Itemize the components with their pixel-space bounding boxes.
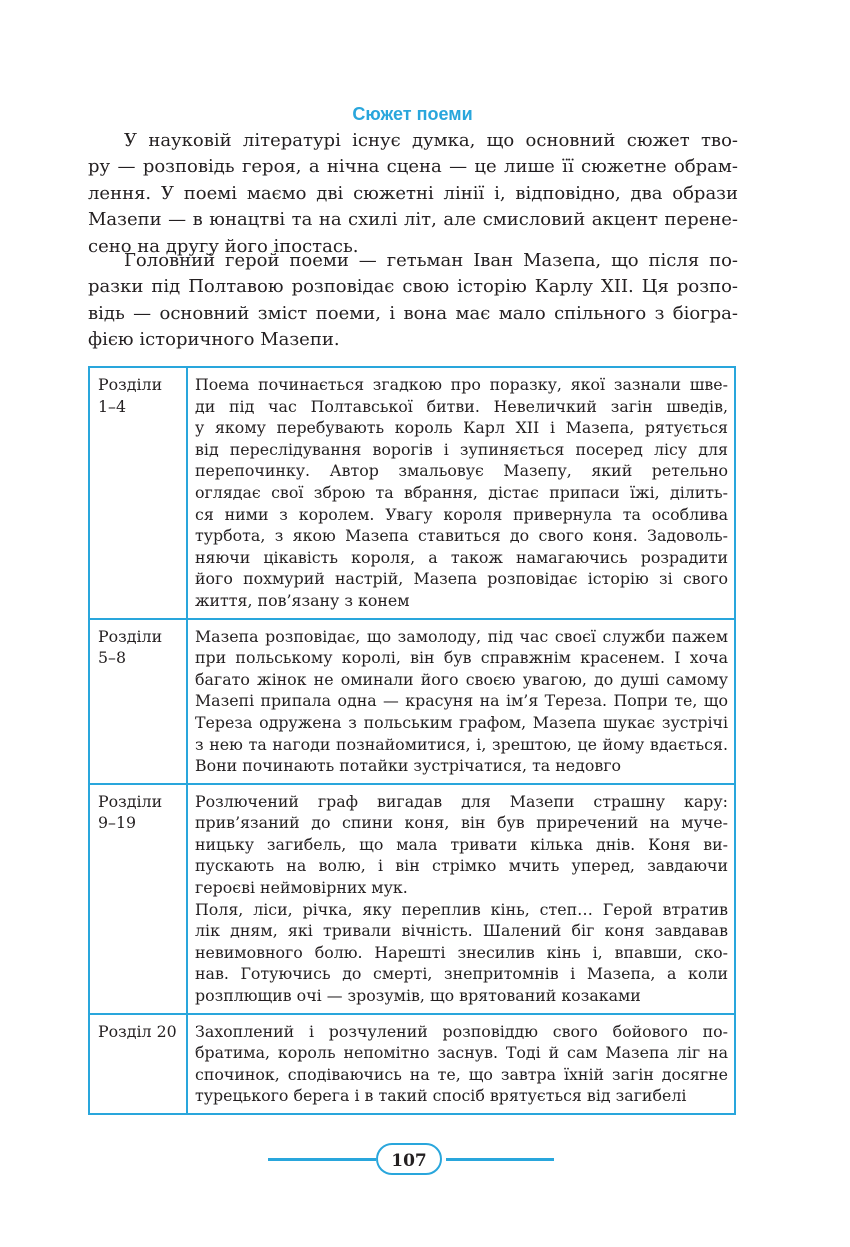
summary-line: оглядає свої зброю та вбрання, дістає припаси їжі, ділить- (195, 482, 728, 502)
plot-table (88, 366, 736, 1115)
summary-cell (187, 367, 735, 619)
summary-line: ди під час Полтавської битви. Невеличкий загін шведів, (195, 396, 728, 416)
chapter-cell (89, 619, 187, 784)
summary-line: життя, пов’язану з конем (195, 590, 410, 610)
summary-line: у якому перебувають король Карл XII і Мазепа, рятується (195, 418, 728, 438)
summary-line: спочинок, сподіваючись на те, що завтра їхній загін досягне (195, 1064, 728, 1084)
table-row (89, 1014, 735, 1114)
paragraph-2 (88, 248, 738, 354)
chapter-label: Розділи (98, 626, 163, 646)
paragraph-line: лення. У поемі маємо дві сюжетні лінії і, відповідно, два образи (88, 182, 738, 204)
paragraph-line: Мазепи — в юнацтві та на схилі літ, але смисловий акцент перене- (88, 209, 738, 231)
chapter-label: Розділи (98, 375, 163, 394)
summary-line: лік дням, які тривали вічність. Шалений біг коня завдавав (195, 921, 728, 941)
page-number-line-right (446, 1158, 554, 1161)
page-number-decoration (268, 1142, 554, 1178)
paragraph-line: відь — основний зміст поеми, і вона має мало спільного з біогра- (88, 302, 738, 324)
paragraph-1 (88, 128, 738, 260)
page-number: 107 (376, 1143, 442, 1175)
summary-line: багато жінок не оминали його своєю увагою, до душі самому (195, 669, 728, 689)
paragraph-line: ру — розповідь героя, а нічна сцена — це лише її сюжетне обрам- (88, 156, 738, 178)
summary-line: Поля, ліси, річка, яку переплив кінь, степ… Герой втратив (195, 899, 728, 919)
summary-line: невимовного болю. Нарешті знесилив кінь і, впавши, ско- (195, 942, 728, 962)
page-number-line-left (268, 1158, 376, 1161)
chapter-cell (89, 367, 187, 619)
summary-line: Мазепа розповідає, що замолоду, під час своєї служби пажем (195, 626, 728, 646)
summary-line: турецького берега і в такий спосіб врятується від загибелі (195, 1086, 687, 1106)
summary-line: Розлючений граф вигадав для Мазепи страшну кару: (195, 791, 728, 811)
section-title: Сюжет поеми (352, 104, 473, 124)
chapter-label: 9–19 (98, 813, 137, 833)
chapter-label: 1–4 (98, 396, 126, 416)
table-row (89, 784, 735, 1014)
chapter-label: Розділи (98, 791, 163, 811)
summary-line: прив’язаний до спини коня, він був приречений на муче- (195, 813, 728, 833)
chapter-cell (89, 1014, 187, 1114)
paragraph-line: Головний герой поеми — гетьман Іван Мазепа, що після по- (124, 250, 738, 271)
summary-line: при польському королі, він був справжнім красенем. І хоча (195, 648, 728, 668)
summary-line: Вони починають потайки зустрічатися, та недовго (195, 756, 622, 776)
chapter-label: 5–8 (98, 648, 126, 668)
summary-line: від переслідування ворогів і зупиняється посеред лісу для (195, 439, 728, 459)
table-row (89, 367, 735, 619)
paragraph-line: разки під Полтавою розповідає свою історію Карлу XII. Ця розпо- (88, 276, 738, 298)
summary-line: турбота, з якою Мазепа ставиться до свого коня. Задоволь- (195, 526, 728, 546)
summary-line: братима, король непомітно заснув. Тоді й сам Мазепа ліг на (195, 1043, 728, 1063)
summary-line: няючи цікавість короля, а також намагаючись розрадити (195, 547, 728, 567)
summary-line: Поема починається згадкою про поразку, якої зазнали шве- (195, 375, 728, 394)
summary-cell (187, 1014, 735, 1114)
summary-line: Мазепі припала одна — красуня на ім’я Тереза. Попри те, що (195, 691, 728, 711)
summary-line: ся ними з королем. Увагу короля привернула та особлива (195, 504, 728, 524)
table-row (89, 619, 735, 784)
summary-line: його похмурий настрій, Мазепа розповідає історію зі свого (195, 569, 728, 589)
summary-line: пускають на волю, і він стрімко мчить уперед, завдаючи (195, 856, 728, 876)
summary-line: з нею та нагоди познайомитися, і, зрештою, це йому вдається. (195, 734, 728, 754)
summary-line: героєві неймовірних мук. (195, 878, 408, 898)
summary-line: перепочинку. Автор змальовує Мазепу, який ретельно (195, 461, 728, 481)
summary-cell (187, 619, 735, 784)
summary-cell (187, 784, 735, 1014)
chapter-cell (89, 784, 187, 1014)
summary-line: нав. Готуючись до смерті, знепритомнів і Мазепа, а коли (195, 964, 728, 984)
paragraph-line: сено на другу його іпостась. (88, 235, 359, 257)
summary-line: розплющив очі — зрозумів, що врятований козаками (195, 986, 641, 1006)
summary-line: Тереза одружена з польським графом, Мазепа шукає зустрічі (195, 712, 728, 732)
paragraph-line: фією історичного Мазепи. (88, 329, 340, 351)
chapter-label: Розділ 20 (98, 1021, 177, 1041)
summary-line: ницьку загибель, що мала тривати кілька днів. Коня ви- (195, 834, 728, 854)
paragraph-line: У науковій літературі існує думка, що основний сюжет тво- (124, 130, 738, 151)
summary-line: Захоплений і розчулений розповіддю свого бойового по- (195, 1021, 728, 1041)
